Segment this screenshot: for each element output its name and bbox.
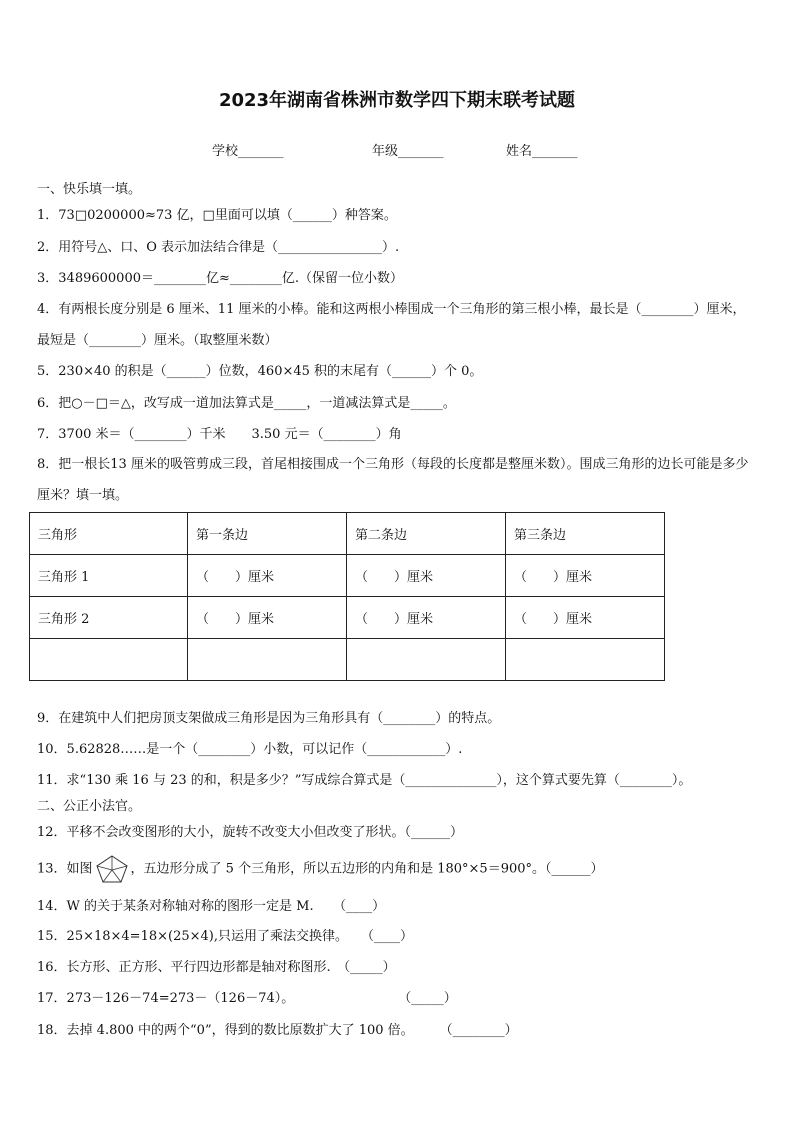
table-row <box>30 555 665 597</box>
table-header: 第一条边 <box>188 513 347 555</box>
question-16: 16．长方形、正方形、平行四边形都是轴对称图形. （_____） <box>37 960 396 975</box>
question-6: 6．把○－□＝△，改写成一道加法算式是_____，一道减法算式是_____。 <box>37 396 456 411</box>
name-field: 姓名_______ <box>506 144 578 159</box>
question-1: 1．73□0200000≈73 亿，□里面可以填（______）种答案。 <box>37 208 397 223</box>
table-cell: （ ）厘米 <box>347 597 506 639</box>
question-7: 7．3700 米＝（________）千米 3.50 元＝（________）角 <box>37 427 402 442</box>
table-header-row <box>30 513 665 555</box>
question-10: 10．5.62828……是一个（________）小数，可以记作（____________）. <box>37 742 463 757</box>
section1-heading: 一、快乐填一填。 <box>37 182 142 197</box>
question-14: 14．W 的关于某条对称轴对称的图形一定是 M. （____） <box>37 899 386 914</box>
question-11: 11．求“130 乘 16 与 23 的和，积是多少？”写成综合算式是（______________），这个算式要先算（________）。 <box>37 773 692 788</box>
table-row <box>30 639 665 681</box>
table-header: 第二条边 <box>347 513 506 555</box>
page-title: 2023年湖南省株洲市数学四下期末联考试题 <box>218 90 576 111</box>
question-13-prefix: 13．如图 <box>37 861 93 877</box>
pentagon-figure-icon <box>95 854 129 884</box>
table-cell: 三角形 1 <box>30 555 188 597</box>
question-5: 5．230×40 的积是（______）位数，460×45 积的末尾有（______）个 0。 <box>37 364 483 379</box>
table-cell: 三角形 2 <box>30 597 188 639</box>
table-cell: （ ）厘米 <box>188 597 347 639</box>
table-cell: （ ）厘米 <box>347 555 506 597</box>
table-cell <box>188 639 347 681</box>
triangle-table <box>29 512 665 681</box>
table-cell: （ ）厘米 <box>506 555 665 597</box>
question-15: 15．25×18×4=18×(25×4),只运用了乘法交换律。 （____） <box>37 929 413 944</box>
table-cell <box>506 639 665 681</box>
school-field: 学校_______ <box>212 144 284 159</box>
section2-heading: 二、公正小法官。 <box>37 799 142 814</box>
table-cell: （ ）厘米 <box>188 555 347 597</box>
table-cell <box>30 639 188 681</box>
question-13-suffix: ，五边形分成了 5 个三角形，所以五边形的内角和是 180°×5＝900°。（______） <box>130 861 604 877</box>
question-2: 2．用符号△、口、O 表示加法结合律是（________________）. <box>37 240 400 255</box>
table-cell <box>347 639 506 681</box>
question-13 <box>37 854 604 885</box>
table-header: 三角形 <box>30 513 188 555</box>
table-row <box>30 597 665 639</box>
question-17: 17．273－126－74=273－（126－74）。 （_____） <box>37 991 457 1006</box>
question-4: 4．有两根长度分别是 6 厘米、11 厘米的小棒。能和这两根小棒围成一个三角形的第三根小棒，最长是（________）厘米，最短是（________）厘米。（取整厘米数） <box>37 302 746 348</box>
question-12: 12．平移不会改变图形的大小，旋转不改变大小但改变了形状。（______） <box>37 825 464 840</box>
question-3: 3．3489600000＝________亿≈________亿.（保留一位小数） <box>37 271 404 286</box>
question-18: 18．去掉 4.800 中的两个“0”，得到的数比原数扩大了 100 倍。 （________） <box>37 1023 518 1038</box>
table-header: 第三条边 <box>506 513 665 555</box>
grade-field: 年级_______ <box>372 144 444 159</box>
question-9: 9．在建筑中人们把房顶支架做成三角形是因为三角形具有（________）的特点。 <box>37 711 501 726</box>
table-cell: （ ）厘米 <box>506 597 665 639</box>
question-8: 8．把一根长13 厘米的吸管剪成三段，首尾相接围成一个三角形（每段的长度都是整厘米数）。围成三角形的边长可能是多少厘米？填一填。 <box>37 457 749 503</box>
